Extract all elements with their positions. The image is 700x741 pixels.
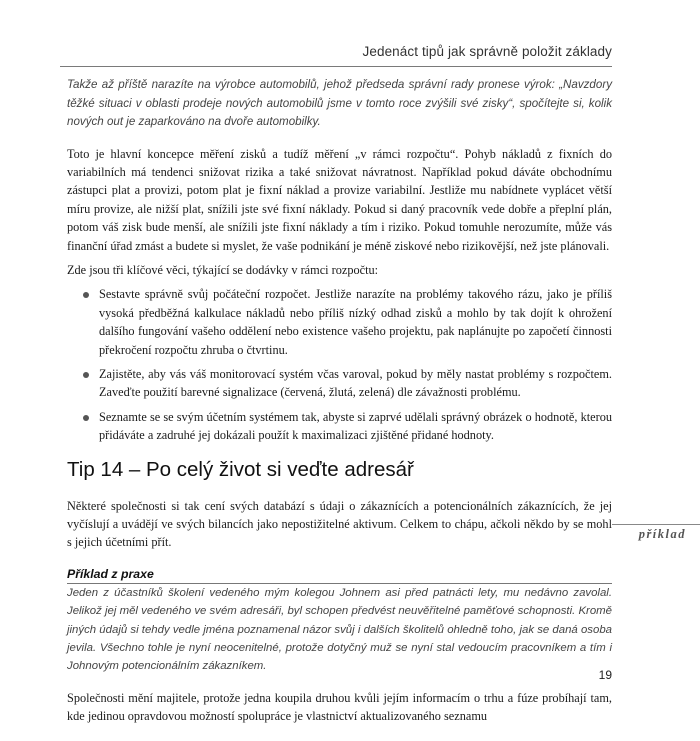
running-header: Jedenáct tipů jak správně položit základy [362, 44, 612, 59]
page-content [67, 76, 612, 732]
list-item-text: Zajistěte, aby vás váš monitorovací systém včas varoval, pokud by měly nastat problémy s rozpočtem. Zaveďte použití barevné signalizace (červená, žlutá, zelená) dle závažnosti problému. [99, 366, 612, 400]
list-item [81, 408, 612, 445]
page-number: 19 [598, 668, 612, 682]
bullet-dot-icon [83, 415, 89, 421]
list-item-text: Sestavte správně svůj počáteční rozpočet. Jestliže narazíte na problémy takového rázu, jako je příliš vysoká předběžná kalkulace nákladů nebo příliš nízký odhad zisků a mohlo by tak dojít k ohrožení dalšího fungování vašeho oddělení nebo existence vašeho projektu, pak naplánujte po započetí činnosti překročení rozpočtu zhruba o čtvrtinu. [99, 287, 612, 357]
header-rule [60, 66, 612, 67]
paragraph-companies: Společnosti mění majitele, protože jedna koupila druhou kvůli jejím informacím o trhu a fúze probíhají tam, kde jedinou opravdovou možností spolupráce je vlastnictví aktualizovaného seznamu [67, 690, 612, 724]
side-label-example: příklad [612, 524, 700, 544]
bullet-list [67, 285, 612, 444]
paragraph-budget-concept: Toto je hlavní koncepce měření zisků a tudíž měření „v rámci rozpočtu“. Pohyb nákladů z fixních do variabilních má tendenci snižovat rizika a také snižovat návratnost. Například pokud dáváte obchodnímu zástupci plat a provizi, potom plat je fixní náklad a provize variabilní. Jestliže mu nabídnete vyplácet větší míru provize, ale nižší plat, snížili jste své fixní náklady. Pokud si daný pracovník vede dobře a přeplní plán, potom váš zisk bude menší, ale snížili jste fixní náklady a tím i riziko. Pokud tomuhle nerozumíte, může vás finanční úřad zmást a budete si myslet, že vaše podnikání je méně ziskové nebo rizikovější, než jste plánovali. [67, 146, 612, 253]
list-item-text: Seznamte se se svým účetním systémem tak, abyste si zaprvé udělali správný obrázek o hodnotě, kterou přidáváte a zadruhé jej dokázali použít k maximalizaci zjištěné přidané hodnoty. [99, 409, 612, 443]
example-title: Příklad z praxe [67, 566, 612, 584]
list-item [81, 365, 612, 402]
intro-quote: Takže až příště narazíte na výrobce automobilů, jehož předseda správní rady pronese výrok: „Navzdory těžké situaci v oblasti prodeje nových automobilů jsme v tomto roce zvýšili své zisky“, spočítejte si, kolik nových out je zaparkováno na dvoře automobilky. [67, 78, 612, 128]
paragraph-three-things: Zde jsou tři klíčové věci, týkající se dodávky v rámci rozpočtu: [67, 262, 379, 277]
list-item [81, 285, 612, 359]
bullet-dot-icon [83, 292, 89, 298]
paragraph-databases: Některé společnosti si tak cení svých databází s údaji o zákaznících a potencionálních zákaznících, že jej vyčíslují a uvádějí ve svých bilancích jako nepostižitelné aktivum. Celkem to chápu, ačkoli někdo by se mohl s jejich účetními přít. [67, 498, 612, 550]
example-body: Jeden z účastníků školení vedeného mým kolegou Johnem asi před patnácti lety, mu nedávno zavolal. Jelikož jej měl vedeného ve svém adresáři, byl schopen předvést neuvěřitelné paměťové schopnosti. Kromě jiných údajů si tehdy vedle jména poznamenal názor svůj i dalších školitelů ohledně toho, jak se daná osoba jevila. Všechno tohle je nyní neocenitelné, protože dotyčný muž se nyní stal vedoucím pracovníkem a tím i Johnovým potencionálním zákazníkem. [67, 586, 612, 673]
bullet-dot-icon [83, 372, 89, 378]
tip-heading: Tip 14 – Po celý život si veďte adresář [67, 457, 414, 481]
